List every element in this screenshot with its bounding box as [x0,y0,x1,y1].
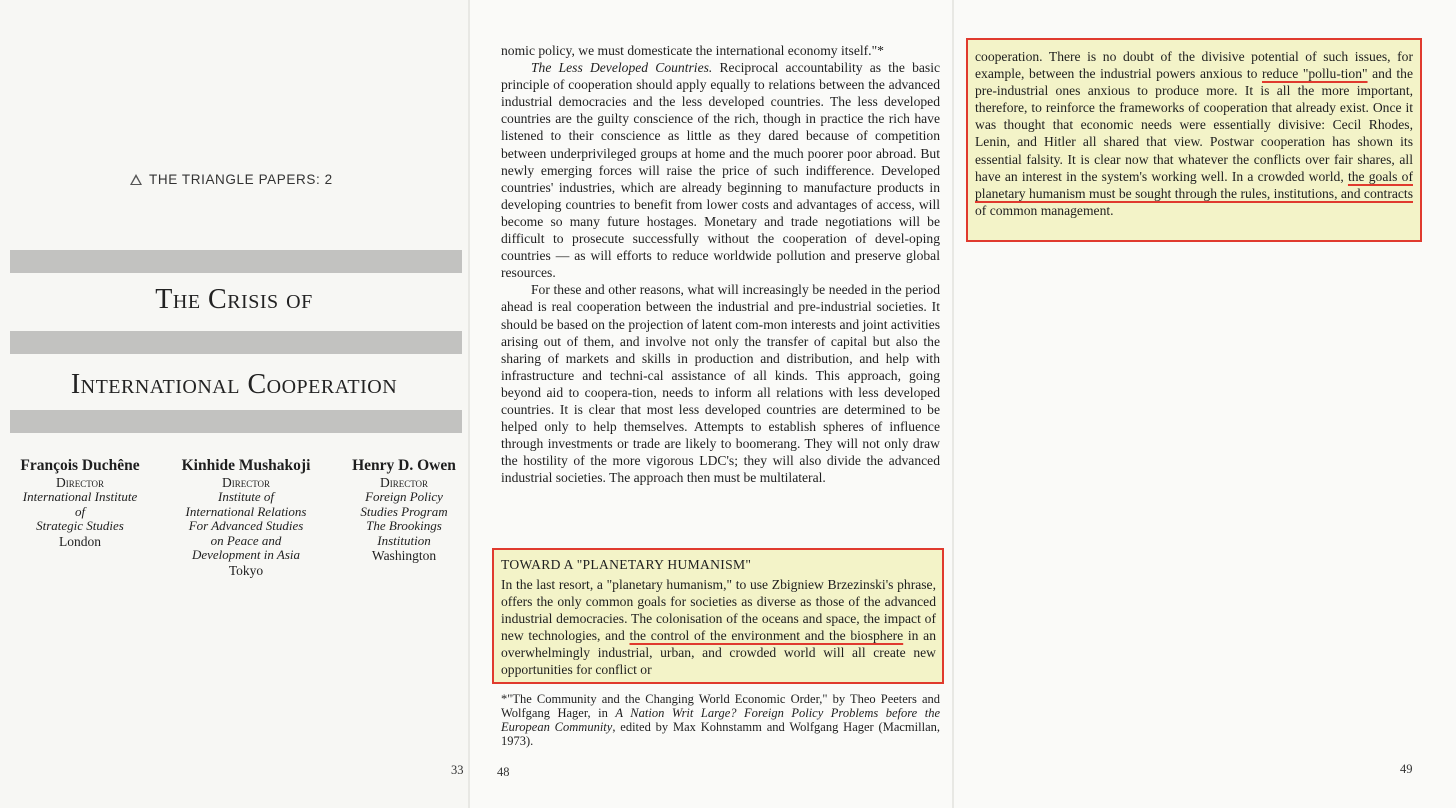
page-number: 49 [1400,762,1413,776]
gray-rule [10,331,462,354]
box-text: cooperation. There is no doubt of the divisive potential of such issues, for example, between the industrial powers anxious to reduce "pollu-tion" and the pre-industrial ones anxious to produce more. It is all the more important, therefore, to reinforce the frameworks of cooperation that already exist. Once it was thought that economic needs were essentially divisive: Cecil Rhodes, Lenin, and Hitler all shared that view. Postwar cooperation has shown its essential falsity. It is clear now that whatever the conflicts over fair shares, all have an interest in the system's working well. In a crowded world, the goals of planetary humanism must be sought through the rules, institutions, and contracts of common management. [975,49,1413,218]
title-line-2: International Cooperation [70,369,398,400]
text-page-48 [470,0,952,808]
body-text [501,42,940,486]
footnote: *"The Community and the Changing World Economic Order," by Theo Peeters and Wolfgang Hager, in A Nation Writ Large? Foreign Policy Problems before the European Community, edited by Max Kohnstamm and Wolfgang Hager (Macmillan, 1973). [501,692,940,748]
author-owen: Henry D. Owen Director Foreign Policy Studies Program The Brookings Institution Washington [352,457,456,563]
underlined-phrase: the control of the environment and the biosphere [629,628,904,644]
highlight-box [492,548,944,684]
paragraph: nomic policy, we must domesticate the international economy itself."* [501,43,884,58]
author-mushakoji: Kinhide Mushakoji Director Institute of International Relations For Advanced Studies on Peace and Development in Asia Tokyo [181,457,311,578]
highlight-box [966,38,1422,242]
triangle-icon [130,174,142,185]
text-page-49 [954,0,1456,808]
title-page [0,0,468,808]
paragraph: For these and other reasons, what will increasingly be needed in the period ahead is real cooperation between the industrial and pre-industrial societies. It should be based on the projection of latent com-mon interests and joint activities arising out of them, and involve not only the transfer of capital but also the sharing of markets and skills in production and distribution, and help with infrastructure and techni-cal assistance of all kinds. This approach, going beyond aid to coopera-tion, needs to inform all relations with less developed countries. It is clear that most less developed countries are determined to be helped only to help themselves. Attempts to establish spheres of influence through investments or trade are likely to boomerang. They will not only draw the hostility of the more vigorous LDC's; they will also divide the advanced industrial societies. The approach then must be multilateral. [501,282,940,486]
page-number: 48 [497,765,510,779]
underlined-phrase: the goals of planetary humanism must be sought through the rules, institutions, and contracts [975,168,1413,201]
section-title: The Less Developed Countries. [531,60,713,76]
gray-rule [10,410,462,433]
gray-rule [10,250,462,273]
paragraph: The Less Developed Countries. Reciprocal accountability as the basic principle of cooperation should apply equally to relations between the advanced industrial democracies and the less developed countries. The less developed countries are the guilty conscience of the rich, though in practice the rich have listened to their conscience as little as they dared because of competition between underprivileged groups at home and the much poorer poor abroad. But newly emerging forces will raise the price of such indifference. Developed countries' industries, which are already beginning to manufacture products in developing countries to benefit from lower costs and advantages of access, will become so many future hostages. Monetary and trade negotiations will be difficult to prosecute successfully without the cooperation of devel-oping countries — as will efforts to reduce worldwide pollution and preserve global resources. [501,60,941,281]
series-label: THE TRIANGLE PAPERS: 2 [130,172,333,187]
box-text: In the last resort, a "planetary humanism," to use Zbigniew Brzezinski's phrase, offers the only common goals for societies as diverse as those of the advanced industrial democracies. The colonisation of the oceans and space, the impact of new technologies, and the control of the environment and the biosphere in an overwhelmingly industrial, urban, and crowded world will all create new opportunities for conflict or [501,577,937,678]
title-line-1: The Crisis of [155,284,313,315]
underlined-phrase: reduce "pollu-tion" [1262,66,1368,82]
page-number: 33 [451,763,464,777]
box-heading: TOWARD A "PLANETARY HUMANISM" [501,557,752,572]
author-duchene: François Duchêne Director International Institute of Strategic Studies London [20,457,140,549]
